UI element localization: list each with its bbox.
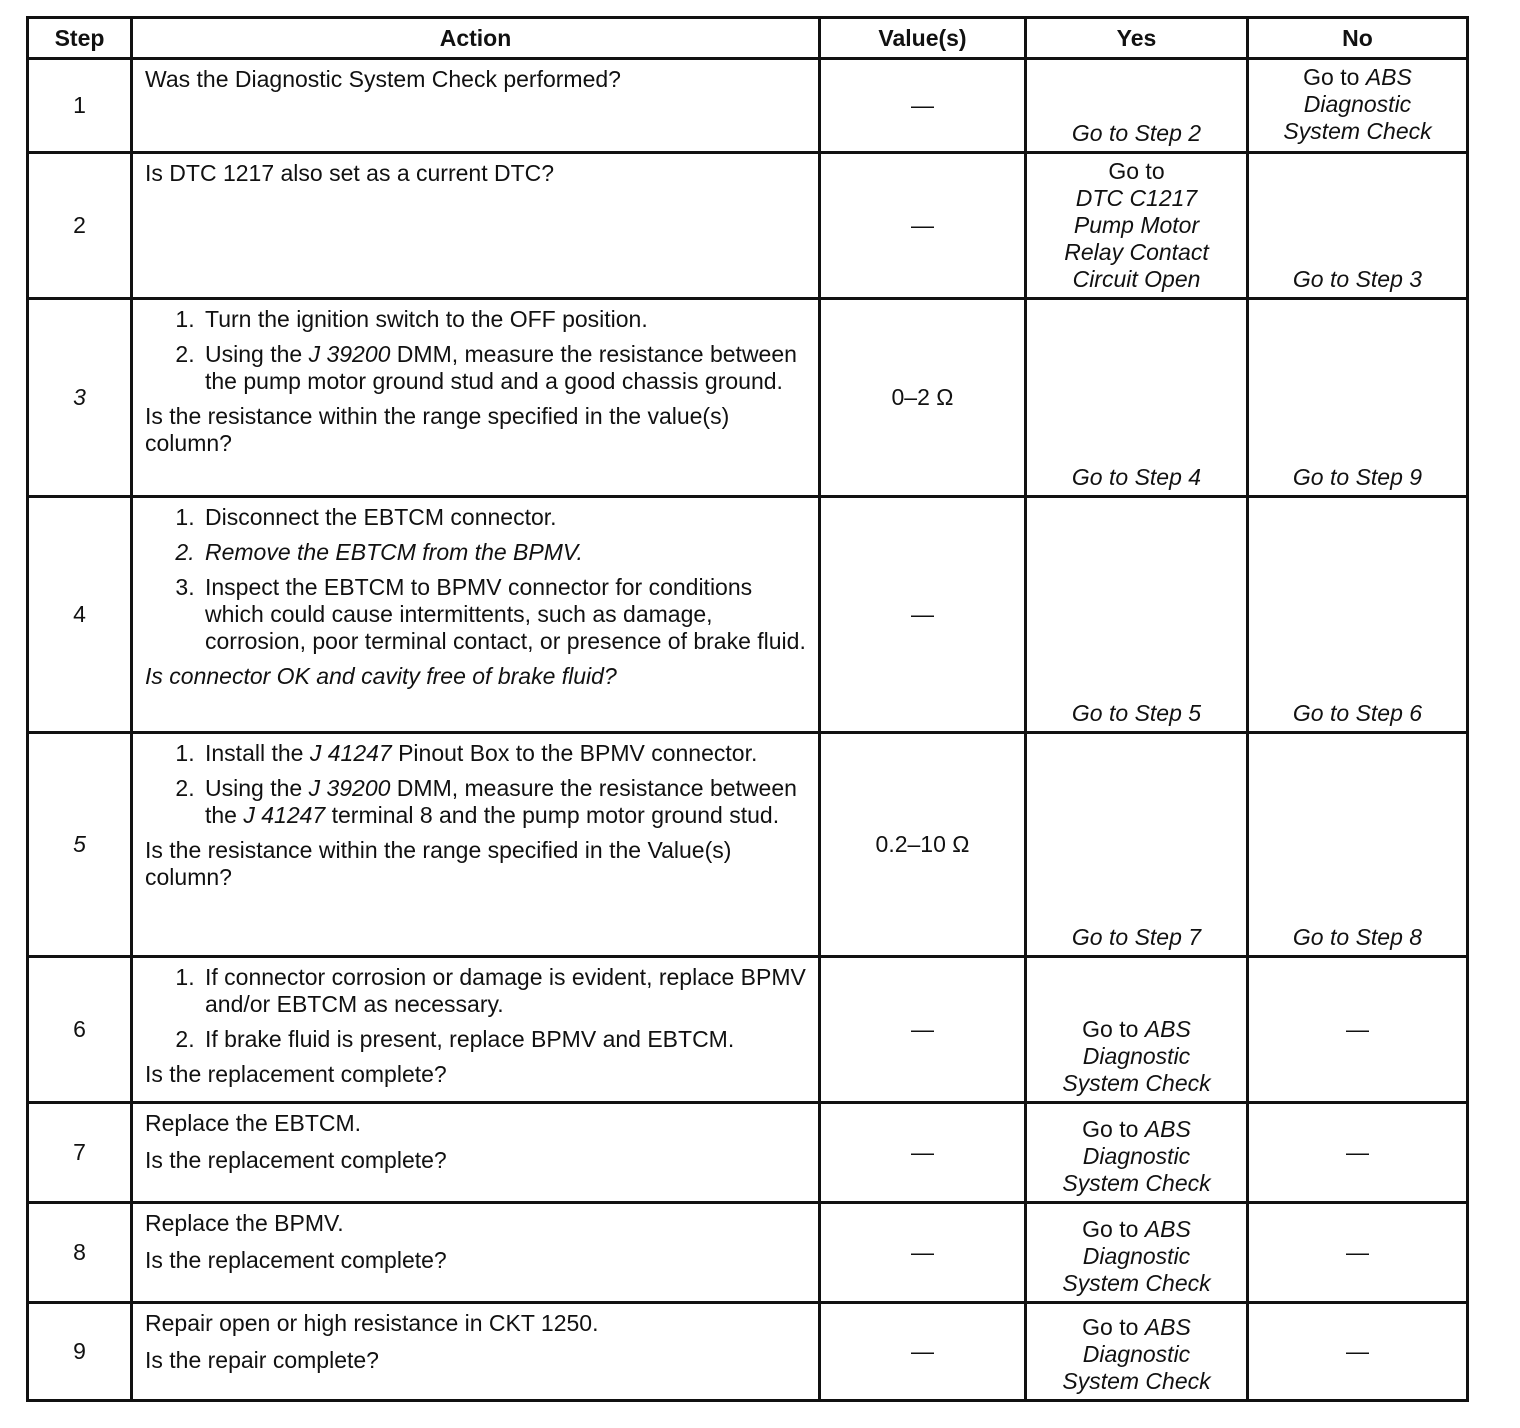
value-cell: — (820, 1203, 1026, 1303)
step-number: 8 (28, 1203, 132, 1303)
action-text (132, 59, 820, 153)
yes-cell: Go to Step 2 (1026, 59, 1248, 153)
table-row (28, 497, 1468, 733)
yes-cell (1026, 1103, 1248, 1203)
action-text (132, 1103, 820, 1203)
action-steps (145, 740, 806, 829)
yes-goto: Go to (1082, 1016, 1145, 1042)
no-cell: Go to Step 9 (1248, 299, 1468, 497)
yes-goto: Go to (1082, 1116, 1145, 1142)
header-row (28, 18, 1468, 59)
action-step: 1. Disconnect the EBTCM connector. (201, 504, 806, 531)
yes-goto: Go to (1082, 1314, 1145, 1340)
action-fragment: Using the (205, 341, 309, 367)
table-row (28, 733, 1468, 957)
yes-cell: Go to Step 5 (1026, 497, 1248, 733)
no-cell (1248, 59, 1468, 153)
no-goto: Go to (1303, 64, 1366, 90)
yes-link-dtc: DTC C1217 (1075, 185, 1198, 211)
yes-link-circuit: Circuit Open (1072, 266, 1201, 292)
action-text (132, 1203, 820, 1303)
no-cell: — (1248, 1203, 1468, 1303)
action-step: 1. If connector corrosion or damage is evident, replace BPMV and/or EBTCM as necessary. (201, 964, 806, 1018)
value-cell: — (820, 497, 1026, 733)
yes-cell (1026, 957, 1248, 1103)
action-fragment: Using the (205, 775, 309, 801)
step-number: 2 (28, 153, 132, 299)
action-text (132, 1303, 820, 1401)
yes-link-relay: Relay Contact (1064, 239, 1209, 265)
yes-link-diag: Diagnostic (1082, 1143, 1191, 1169)
action-line: Repair open or high resistance in CKT 1250. (145, 1310, 599, 1336)
value-cell: — (820, 1303, 1026, 1401)
action-question: Is the replacement complete? (145, 1147, 447, 1173)
action-text (132, 299, 820, 497)
step-number: 1 (28, 59, 132, 153)
action-fragment: Install the (205, 740, 310, 766)
action-line: Was the Diagnostic System Check performed? (145, 66, 621, 92)
action-steps (145, 964, 806, 1053)
yes-goto: Go to (1082, 1216, 1145, 1242)
action-line: Replace the EBTCM. (145, 1110, 362, 1136)
no-cell: Go to Step 3 (1248, 153, 1468, 299)
table-row (28, 153, 1468, 299)
yes-link-diag: Diagnostic (1082, 1243, 1191, 1269)
table-row (28, 59, 1468, 153)
table-row (28, 299, 1468, 497)
action-step (201, 740, 806, 767)
yes-link-abs: ABS (1144, 1116, 1191, 1142)
action-steps (145, 306, 806, 395)
no-cell: — (1248, 957, 1468, 1103)
yes-cell (1026, 1203, 1248, 1303)
yes-link-abs: ABS (1144, 1016, 1191, 1042)
action-steps (145, 504, 806, 655)
value-cell: — (820, 59, 1026, 153)
yes-goto: Go to (1108, 158, 1165, 184)
step-number: 7 (28, 1103, 132, 1203)
action-line: Replace the BPMV. (145, 1210, 344, 1236)
no-cell: — (1248, 1103, 1468, 1203)
header-step: Step (28, 18, 132, 59)
yes-link-check: System Check (1062, 1170, 1211, 1196)
action-step: 2. If brake fluid is present, replace BPMV and EBTCM. (201, 1026, 806, 1053)
action-step: 2. Remove the EBTCM from the BPMV. (201, 539, 806, 566)
value-cell: — (820, 957, 1026, 1103)
action-text (132, 497, 820, 733)
yes-link-diag: Diagnostic (1082, 1341, 1191, 1367)
action-step: 1. Turn the ignition switch to the OFF position. (201, 306, 806, 333)
no-link-abs: ABS (1365, 64, 1412, 90)
yes-cell: Go to Step 4 (1026, 299, 1248, 497)
no-cell: Go to Step 6 (1248, 497, 1468, 733)
yes-cell: Go to Step 7 (1026, 733, 1248, 957)
action-step (201, 341, 806, 395)
diagnostic-table (26, 16, 1469, 1402)
no-link-check: System Check (1283, 118, 1432, 144)
action-text (132, 957, 820, 1103)
step-number: 9 (28, 1303, 132, 1401)
value-cell: 0–2 Ω (820, 299, 1026, 497)
tool-ref: J 39200 (308, 775, 391, 801)
header-no: No (1248, 18, 1468, 59)
action-fragment: Pinout Box to the BPMV connector. (391, 740, 758, 766)
action-question: Is the replacement complete? (145, 1061, 447, 1087)
tool-ref: J 41247 (243, 802, 326, 828)
header-values: Value(s) (820, 18, 1026, 59)
table-row (28, 1303, 1468, 1401)
action-question: Is the replacement complete? (145, 1247, 447, 1273)
step-number: 3 (28, 299, 132, 497)
yes-link-check: System Check (1062, 1270, 1211, 1296)
action-text (132, 733, 820, 957)
no-cell: — (1248, 1303, 1468, 1401)
step-number: 6 (28, 957, 132, 1103)
step-number: 4 (28, 497, 132, 733)
yes-link-abs: ABS (1144, 1216, 1191, 1242)
yes-link-diag: Diagnostic (1082, 1043, 1191, 1069)
no-cell: Go to Step 8 (1248, 733, 1468, 957)
yes-cell (1026, 153, 1248, 299)
action-question: Is the repair complete? (145, 1347, 379, 1373)
action-line: Is DTC 1217 also set as a current DTC? (145, 160, 555, 186)
yes-link-pump: Pump Motor (1073, 212, 1200, 238)
action-question: Is the resistance within the range specified in the Value(s) column? (145, 837, 732, 890)
action-fragment: terminal 8 and the pump motor ground stud. (325, 802, 780, 828)
yes-link-check: System Check (1062, 1070, 1211, 1096)
yes-cell (1026, 1303, 1248, 1401)
action-step: 3. Inspect the EBTCM to BPMV connector for conditions which could cause intermittents, such as damage, corrosion, poor terminal contact, or presence of brake fluid. (201, 574, 806, 655)
no-link-diag: Diagnostic (1303, 91, 1412, 117)
tool-ref: J 39200 (308, 341, 391, 367)
action-text (132, 153, 820, 299)
step-number: 5 (28, 733, 132, 957)
yes-link-abs: ABS (1144, 1314, 1191, 1340)
yes-link-check: System Check (1062, 1368, 1211, 1394)
header-action: Action (132, 18, 820, 59)
action-question: Is the resistance within the range specified in the value(s) column? (145, 403, 730, 456)
table-row (28, 1203, 1468, 1303)
action-fragment: DMM, measure the resistance between the pump motor ground stud and a good chassis ground. (205, 341, 797, 394)
table-row (28, 957, 1468, 1103)
value-cell: — (820, 1103, 1026, 1203)
action-question: Is connector OK and cavity free of brake fluid? (145, 663, 617, 689)
action-step (201, 775, 806, 829)
value-cell: — (820, 153, 1026, 299)
value-cell: 0.2–10 Ω (820, 733, 1026, 957)
header-yes: Yes (1026, 18, 1248, 59)
table-row (28, 1103, 1468, 1203)
tool-ref: J 41247 (309, 740, 392, 766)
action-fragment: DMM, measure the resistance between the (205, 775, 797, 828)
